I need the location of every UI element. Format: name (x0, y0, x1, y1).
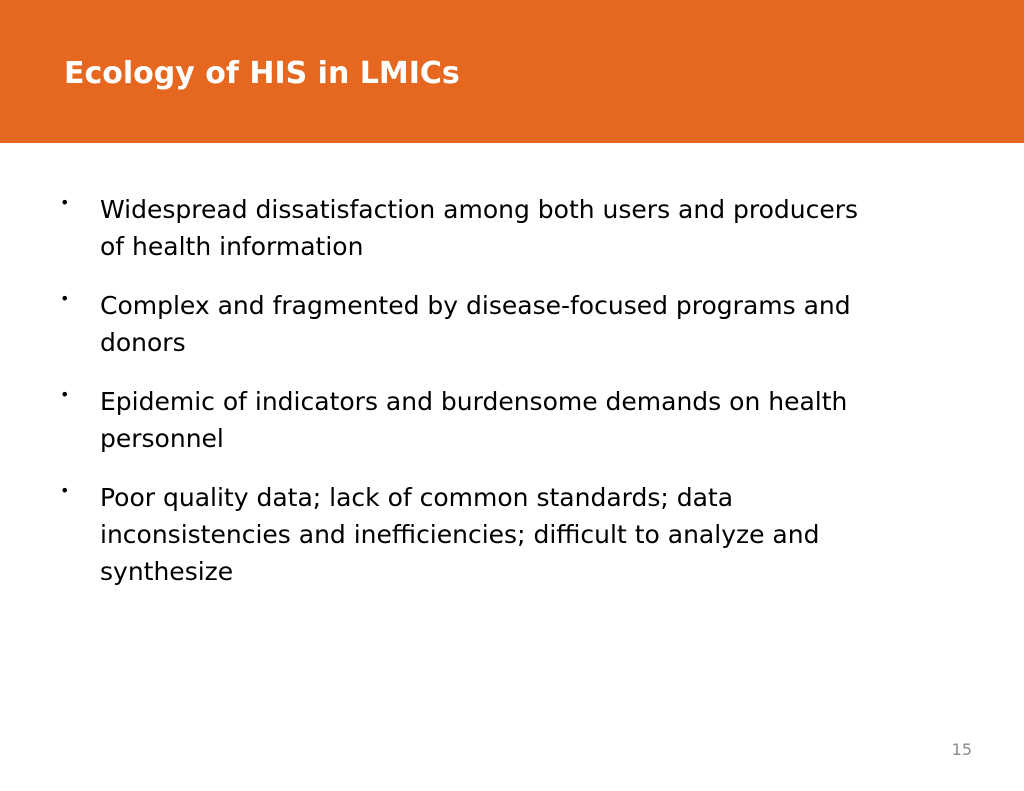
slide-title: Ecology of HIS in LMICs (64, 56, 460, 91)
bullet-text: Complex and fragmented by disease-focused programs and donors (100, 291, 851, 357)
list-item (60, 287, 880, 361)
bullet-text: Widespread dissatisfaction among both users and producers of health information (100, 195, 859, 261)
page-number: 15 (951, 740, 972, 759)
bullet-list (60, 191, 880, 612)
bullet-text: Poor quality data; lack of common standards; data inconsistencies and inefficiencies; difficult to analyze and synthesize (100, 483, 820, 586)
list-item (60, 191, 880, 265)
list-item (60, 383, 880, 457)
list-item (60, 479, 880, 590)
bullet-text: Epidemic of indicators and burdensome demands on health personnel (100, 387, 848, 453)
bullet-icon: • (60, 481, 70, 500)
bullet-icon: • (60, 385, 70, 404)
bullet-icon: • (60, 289, 70, 308)
title-banner (0, 0, 1024, 143)
bullet-icon: • (60, 193, 70, 212)
